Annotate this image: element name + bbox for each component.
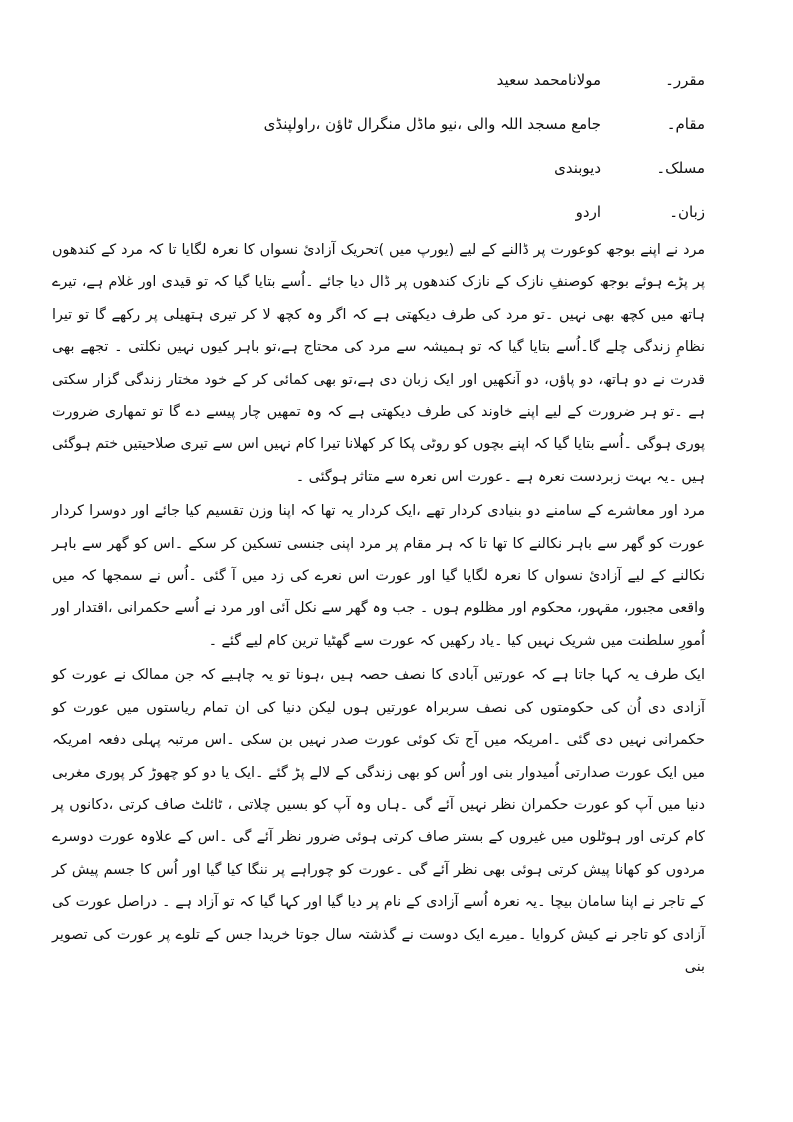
speaker-label: مقرر۔ xyxy=(665,71,705,89)
venue-row xyxy=(52,102,705,146)
paragraph: ایک طرف یہ کہا جاتا ہے کہ عورتیں آبادی کا نصف حصہ ہیں ،ہونا تو یہ چاہیے کہ جن ممالک نے عورت کو آزادی دی اُن کی حکومتوں کی نصف سربراہ عورتیں ہوں لیکن دنیا کی ان تمام ریاستوں میں عورت کو حکمرانی نہیں دی گئی ۔امریکہ میں آج تک کوئی عورت صدر نہیں بن سکی ۔اس مرتبہ پہلی دفعہ امریکہ میں ایک عورت صدارتی اُمیدوار بنی اور اُس کو بھی زندگی کے لالے پڑ گئے ۔ایک یا دو کو چھوڑ کر پوری مغربی دنیا میں آپ کو عورت حکمران نظر نہیں آئے گی ۔ہاں وہ آپ کو بسیں چلاتی ، ٹائلٹ صاف کرتی ،دکانوں پر کام کرتی اور ہوٹلوں میں غیروں کے بستر صاف کرتی ہوئی ضرور نظر آئے گی ۔اس کے علاوہ عورت دوسرے مردوں کو کھانا پیش کرتی ہوئی بھی نظر آئے گی ۔عورت کو چوراہے پر ننگا کیا گیا اور اُس کا جسم پیش کر کے تاجر نے اپنا سامان بیچا ۔یہ نعرہ اُسے آزادی کے نام پر دیا گیا اور کہا گیا کہ تو آزاد ہے ۔ دراصل عورت کی آزادی کو تاجر نے کیش کروایا ۔میرے ایک دوست نے گذشتہ سال جوتا خریدا جس کے تلوے پر عورت کی تصویر بنی xyxy=(52,667,705,975)
speech-metadata xyxy=(52,58,705,234)
sect-label: مسلک۔ xyxy=(656,159,705,177)
language-value: اردو xyxy=(575,203,601,221)
venue-value: جامع مسجد اللہ والی ،نیو ماڈل منگرال ٹاؤن ،راولپنڈی xyxy=(263,115,601,133)
sect-value: دیوبندی xyxy=(554,159,601,177)
language-row xyxy=(52,190,705,234)
language-label: زبان۔ xyxy=(669,203,705,221)
document-page xyxy=(52,58,705,1082)
sect-row xyxy=(52,146,705,190)
venue-label: مقام۔ xyxy=(666,115,705,133)
speaker-value: مولانامحمد سعید xyxy=(496,71,601,89)
speaker-row xyxy=(52,58,705,102)
paragraph: مرد نے اپنے بوجھ کوعورت پر ڈالنے کے لیے (یورپ میں )تحریک آزادیٔ نسواں کا نعرہ لگایا تا کہ مرد کے کندھوں پر پڑے ہوئے بوجھ کوصنفِ نازک کے نازک کندھوں پر ڈال دیا جائے ۔اُسے بتایا گیا کہ تو قیدی اور غلام ہے، تیرے ہاتھ میں کچھ بھی نہیں ۔تو مرد کی طرف دیکھتی ہے کہ اگر وہ کچھ لا کر تیری ہتھیلی پر رکھے گا تو تیرا نظامِ زندگی چلے گا۔اُسے بتایا گیا کہ تو ہمیشہ سے مرد کی محتاج ہے،تو باہر کیوں نہیں نکلتی ۔ تجھے بھی قدرت نے دو ہاتھ، دو پاؤں، دو آنکھیں اور ایک زبان دی ہے،تو بھی کمائی کر کے خود مختار زندگی گزار سکتی ہے ۔تو ہر ضرورت کے لیے اپنے خاوند کی طرف دیکھتی ہے کہ وہ تمھیں چار پیسے دے گا تو تمھاری ضرورت پوری ہوگی ۔اُسے بتایا گیا کہ اپنے بچوں کو روٹی پکا کر کھلانا تیرا کام نہیں اس سے تیری صلاحیتیں ختم ہوگئی ہیں ۔یہ بہت زبردست نعرہ ہے ۔عورت اس نعرہ سے متاثر ہوگئی ۔ xyxy=(52,242,705,485)
paragraph: مرد اور معاشرے کے سامنے دو بنیادی کردار تھے ،ایک کردار یہ تھا کہ اپنا وزن تقسیم کیا جائے اور دوسرا کردار عورت کو گھر سے باہر نکالنے کا تھا تا کہ ہر مقام پر مرد اپنی جنسی تسکین کر سکے ۔اس کو گھر سے باہر نکالنے کے لیے آزادیٔ نسواں کا نعرہ لگایا گیا اور عورت اس نعرے کی زد میں آ گئی ۔اُس نے سمجھا کہ میں واقعی مجبور، مقہور، محکوم اور مظلوم ہوں ۔ جب وہ گھر سے نکل آئی اور مرد نے اُسے حکمرانی ،اقتدار اور اُمورِ سلطنت میں شریک نہیں کیا ۔یاد رکھیں کہ عورت سے گھٹیا ترین کام لیے گئے ۔ xyxy=(52,503,705,649)
